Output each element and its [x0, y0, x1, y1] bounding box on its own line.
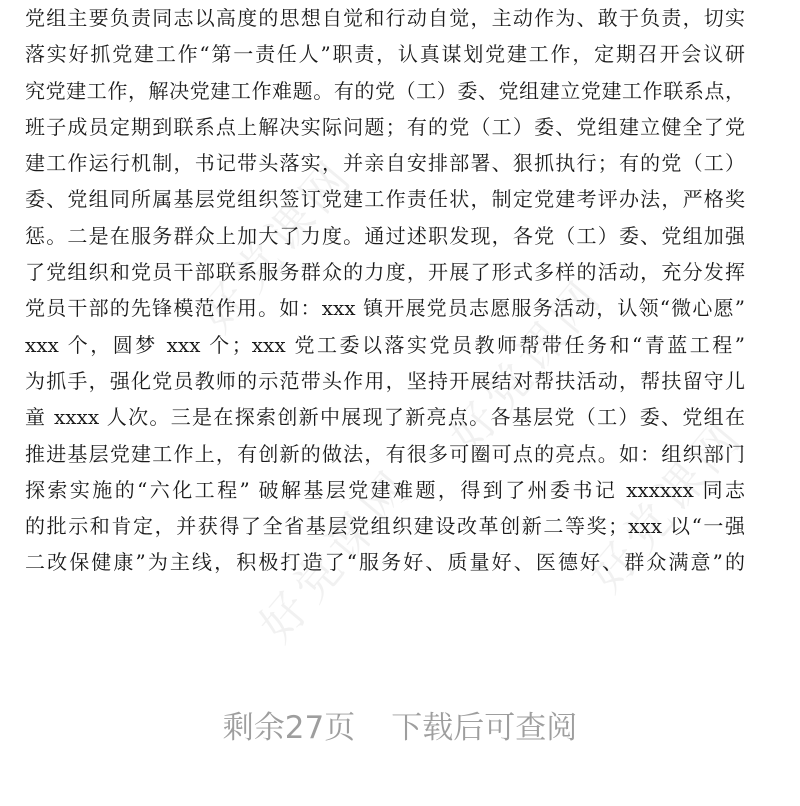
watermark: 好党课网	[188, 147, 364, 342]
remaining-pages-label: 剩余27页	[222, 710, 356, 746]
watermark: 好党课网	[248, 457, 424, 652]
text-line: 童 xxxx 人次。三是在探索创新中展现了新亮点。各基层党（工）委、党组在	[25, 405, 745, 430]
text-line: 班子成员定期到联系点上解决实际问题；有的党（工）委、党组建立健全了党	[25, 114, 745, 139]
text-line: 委、党组同所属基层党组织签订党建工作责任状，制定党建考评办法，严格奖	[25, 187, 745, 212]
document-body	[25, 0, 745, 581]
watermark: 好党课网	[578, 407, 754, 602]
text-line: 为抓手，强化党员教师的示范带头作用，坚持开展结对帮扶活动，帮扶留守儿	[25, 368, 745, 393]
text-line: xxx 个，圆梦 xxx 个；xxx 党工委以落实党员教师帮带任务和“青蓝工程”	[25, 332, 745, 357]
text-line: 建工作运行机制，书记带头落实，并亲自安排部署、狠抓执行；有的党（工）	[25, 151, 745, 176]
watermark: 好党课网	[438, 267, 614, 462]
text-line: 二改保健康”为主线，积极打造了“服务好、质量好、医德好、群众满意”的	[25, 550, 745, 575]
text-line: 了党组织和党员干部联系服务群众的力度，开展了形式多样的活动，充分发挥	[25, 260, 745, 285]
text-line: 落实好抓党建工作“第一责任人”职责，认真谋划党建工作，定期召开会议研	[25, 42, 745, 67]
text-line: 推进基层党建工作上，有创新的做法，有很多可圈可点的亮点。如：组织部门	[25, 441, 745, 466]
download-prompt-banner[interactable]	[0, 702, 800, 747]
text-line: 的批示和肯定，并获得了全省基层党组织建设改革创新二等奖；xxx 以“一强	[25, 514, 745, 539]
text-line: 探索实施的“六化工程” 破解基层党建难题，得到了州委书记 xxxxxx 同志	[25, 477, 745, 502]
text-line: 究党建工作，解决党建工作难题。有的党（工）委、党组建立党建工作联系点，	[25, 78, 745, 103]
text-line: 惩。二是在服务群众上加大了力度。通过述职发现，各党（工）委、党组加强	[25, 223, 745, 248]
download-hint-label: 下载后可查阅	[391, 710, 578, 746]
text-line: 党员干部的先锋模范作用。如：xxx 镇开展党员志愿服务活动，认领“微心愿”	[25, 296, 745, 321]
text-line: 党组主要负责同志以高度的思想自觉和行动自觉，主动作为、敢于负责，切实	[25, 6, 745, 30]
